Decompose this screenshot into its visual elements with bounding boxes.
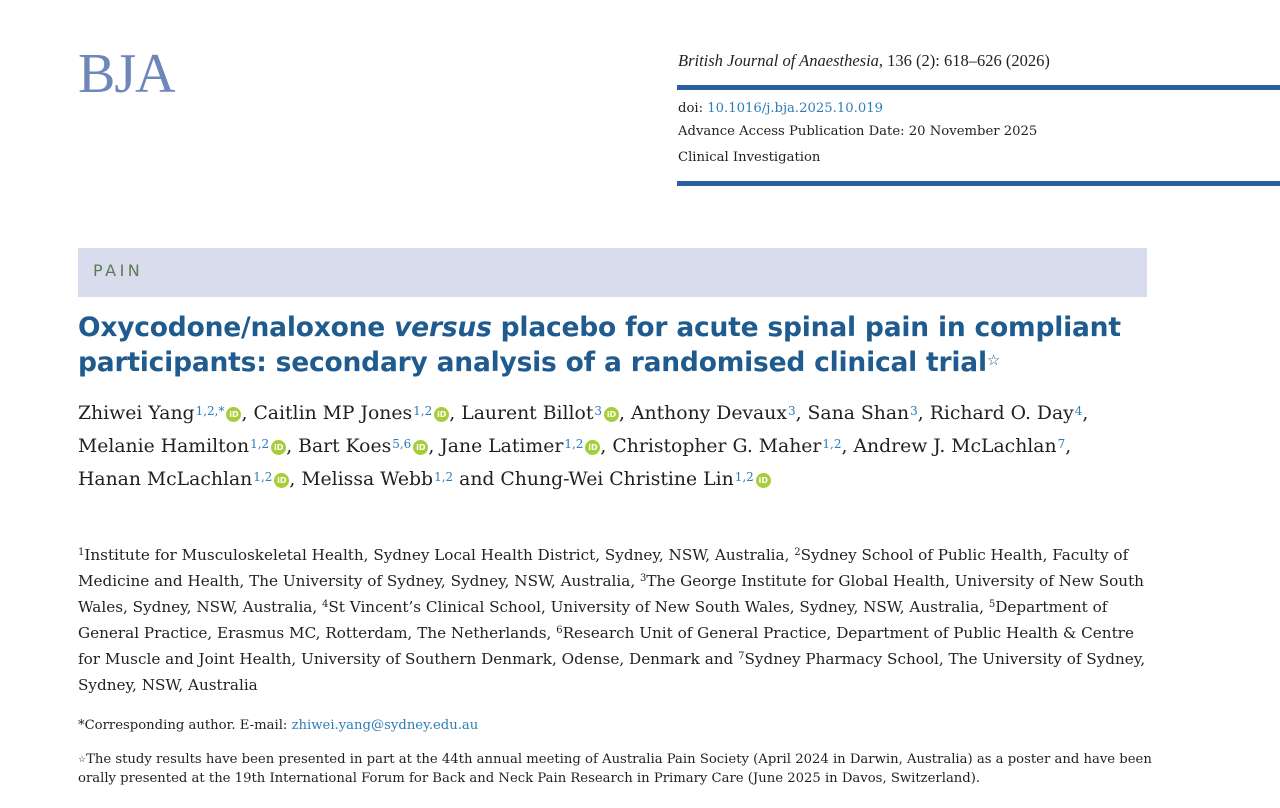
orcid-icon[interactable]: iD (585, 440, 600, 455)
author-name: Caitlin MP Jones (253, 403, 413, 424)
author-separator: , (841, 435, 854, 457)
author-affiliation-ref[interactable]: 5,6 (392, 436, 412, 451)
title-part1: Oxycodone/naloxone (78, 312, 395, 343)
article-title (78, 310, 1178, 380)
author-separator: , (795, 403, 808, 424)
author-name: Hanan McLachlan (78, 468, 253, 490)
author-affiliation-ref[interactable]: 3 (910, 404, 918, 418)
author (500, 469, 770, 490)
footnote-mark: ☆ (78, 755, 87, 765)
author-list (78, 398, 1168, 496)
author-affiliation-ref[interactable]: 4 (1074, 404, 1083, 418)
author-name: Melissa Webb (301, 468, 434, 490)
corresponding-email[interactable]: zhiwei.yang@sydney.edu.au (291, 718, 479, 733)
orcid-icon[interactable]: iD (274, 473, 289, 488)
orcid-icon[interactable]: iD (434, 407, 449, 422)
author (930, 403, 1083, 424)
author-affiliation-ref[interactable]: 1,2 (253, 469, 273, 484)
author-name: Andrew J. McLachlan (853, 435, 1057, 457)
author-affiliation-ref[interactable]: 3 (594, 404, 603, 418)
affiliation-number: 7 (738, 651, 745, 662)
author-name: Christopher G. Maher (612, 435, 822, 457)
corresponding-author (78, 716, 478, 736)
doi-link[interactable]: 10.1016/j.bja.2025.10.019 (707, 101, 883, 116)
author-separator: , (449, 403, 462, 424)
orcid-icon[interactable]: iD (271, 440, 286, 455)
author-separator: , (917, 403, 930, 424)
article-type: Clinical Investigation (678, 150, 821, 165)
author (78, 436, 286, 457)
author-affiliation-ref[interactable]: 1,2 (413, 404, 433, 418)
author (612, 436, 841, 457)
author-name: Sana Shan (807, 403, 910, 424)
header-rule-top (677, 85, 1280, 90)
author (78, 469, 289, 490)
journal-logo: BJA (78, 43, 175, 105)
author-affiliation-ref[interactable]: 1,2 (734, 469, 754, 484)
author-affiliation-ref[interactable]: 1,2 (822, 436, 842, 451)
author-separator: , (600, 435, 613, 457)
author-affiliation-ref[interactable]: 1,2 (434, 469, 454, 484)
author-affiliation-ref[interactable]: 1,2,* (195, 404, 225, 418)
author-affiliation-ref[interactable]: 3 (787, 404, 796, 418)
corresponding-label: *Corresponding author. E-mail: (78, 718, 292, 733)
footnote-text: The study results have been presented in part at the 44th annual meeting of Australia Pain Society (April 2024 in Darwin, Australia) as a poster and have been orally presented at the 19th International Forum for Back and Neck Pain Research in Primary Care (June 2025 in Davos, Switzerland). (78, 752, 1152, 786)
author (78, 403, 241, 424)
title-part2: placebo for acute spinal pain in compliant participants: secondary analysis of a randomised clinical trial (78, 312, 1121, 378)
affiliation-text: Sydney Pharmacy School, The University of Sydney, Sydney, NSW, Australia (78, 650, 1146, 694)
author-separator: , (1065, 435, 1072, 457)
author (298, 436, 428, 457)
author-separator: , (289, 468, 302, 490)
author-separator: , (428, 435, 441, 457)
footnote (78, 751, 1158, 788)
doi-line (678, 100, 883, 118)
title-italic: versus (394, 312, 492, 343)
journal-name[interactable]: British Journal of Anaesthesia (678, 51, 879, 70)
access-date: Advance Access Publication Date: 20 November 2025 (678, 124, 1038, 139)
affiliations (78, 542, 1158, 698)
author-affiliation-ref[interactable]: 7 (1057, 436, 1066, 451)
author-separator: and (453, 468, 501, 490)
affiliation-text: St Vincent’s Clinical School, University of New South Wales, Sydney, NSW, Australia, (328, 598, 989, 616)
author-separator: , (286, 435, 299, 457)
affiliation-text: Department of General Practice, Erasmus MC, Rotterdam, The Netherlands, (78, 598, 1108, 642)
author-separator: , (241, 403, 254, 424)
author-name: Anthony Devaux (630, 403, 787, 424)
author-name: Zhiwei Yang (78, 403, 195, 424)
affiliation-text: Sydney School of Public Health, Faculty of Medicine and Health, The University of Sydney, Sydney, NSW, Australia, (78, 546, 1129, 590)
affiliation-number: 3 (639, 573, 647, 584)
author (253, 403, 449, 424)
author-affiliation-ref[interactable]: 1,2 (564, 436, 584, 451)
author-name: Laurent Billot (461, 403, 594, 424)
affiliation-number: 4 (322, 599, 329, 610)
affiliation-number: 1 (78, 547, 85, 558)
orcid-icon[interactable]: iD (226, 407, 241, 422)
header-rule-bottom (677, 181, 1280, 186)
author (461, 403, 619, 424)
author-name: Chung-Wei Christine Lin (500, 468, 734, 490)
affiliation-text: The George Institute for Global Health, University of New South Wales, Sydney, NSW, Australia, (78, 572, 1144, 616)
orcid-icon[interactable]: iD (604, 407, 619, 422)
author (808, 403, 918, 424)
affiliation-text: Research Unit of General Practice, Department of Public Health & Centre for Muscle and Joint Health, University of Southern Denmark, Odense, Denmark and (78, 624, 1134, 668)
author (440, 436, 600, 457)
title-footnote-mark[interactable]: ☆ (986, 351, 1001, 369)
section-label: PAIN (93, 261, 144, 280)
affiliation-number: 2 (794, 547, 801, 558)
journal-volume: , 136 (2): 618–626 (2026) (878, 51, 1050, 70)
author (631, 403, 796, 424)
doi-label: doi: (678, 101, 704, 116)
author-name: Richard O. Day (929, 403, 1074, 424)
orcid-icon[interactable]: iD (413, 440, 428, 455)
author-name: Jane Latimer (440, 435, 564, 457)
author-affiliation-ref[interactable]: 1,2 (250, 436, 270, 451)
journal-citation (678, 50, 1050, 72)
section-banner (78, 248, 1147, 297)
author-name: Bart Koes (298, 435, 392, 457)
author-separator: , (619, 403, 631, 424)
author-separator: , (1082, 403, 1089, 424)
author (853, 436, 1065, 457)
orcid-icon[interactable]: iD (756, 473, 771, 488)
affiliation-text: Institute for Musculoskeletal Health, Sydney Local Health District, Sydney, NSW, Australia, (84, 546, 795, 564)
affiliation-number: 5 (988, 599, 996, 610)
author (301, 469, 453, 490)
affiliation-number: 6 (556, 625, 563, 636)
author-name: Melanie Hamilton (78, 435, 250, 457)
